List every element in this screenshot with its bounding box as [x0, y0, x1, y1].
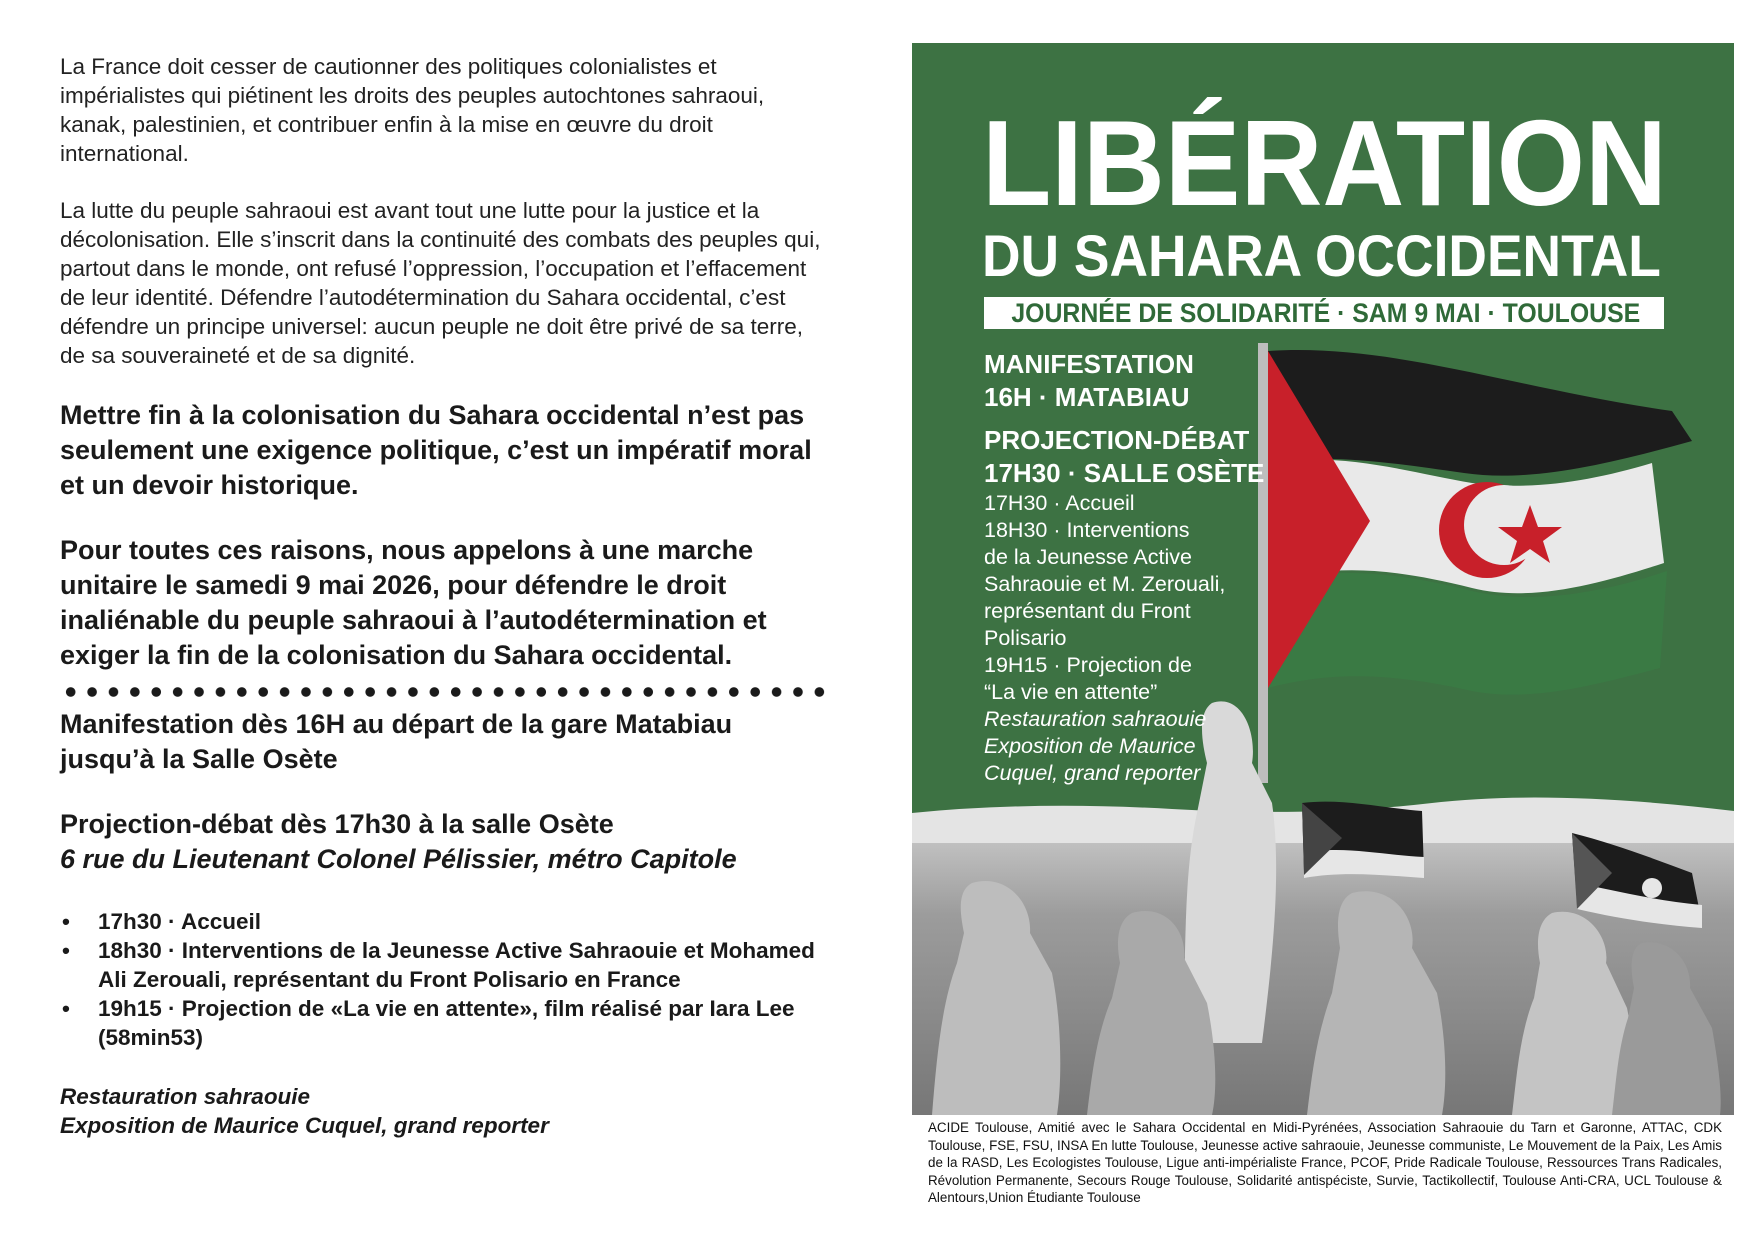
paragraph-france: La France doit cesser de cautionner des politiques colonialistes et impérialistes qui piétinent les droits des peuples autochtones sahraoui, kanak, palestinien, et contribuer enfin à la mise en œuvre du droit international. — [60, 54, 765, 166]
dotted-divider — [60, 685, 830, 699]
poster-line-film: “La vie en attente” — [984, 680, 1158, 704]
manifestation-info: Manifestation dès 16H au départ de la gare Matabiau jusqu’à la Salle Osète — [60, 709, 733, 774]
program-list — [60, 907, 830, 1052]
poster-manif-heading: MANIFESTATION — [984, 349, 1194, 379]
poster-organizers: ACIDE Toulouse, Amitié avec le Sahara Occidental en Midi-Pyrénées, Association Sahraouie du Tarn et Garonne, ATTAC, CDK Toulouse, FSE, FSU, INSA En lutte Toulouse, Jeunesse active sahraouie, Jeunesse communiste, Le Mouvement de la Paix, Les Amis de la RASD, Les Ecologistes Toulouse, Ligue anti-impérialiste France, PCOF, Pride Radicale Toulouse, Ressources Trans Radicales, Révolution Permanente, Secours Rouge Toulouse, Solidarité antispéciste, Survie, Tactikollectif, Toulouse Anti-CRA, UCL Toulouse & Alentours,Union Étudiante Toulouse — [912, 1115, 1734, 1207]
projection-info — [60, 807, 830, 877]
extra-restauration: Restauration sahraouie — [60, 1084, 311, 1109]
poster-manif-time: 16H · MATABIAU — [984, 382, 1190, 412]
projection-title: Projection-débat dès 17h30 à la salle Osète — [60, 809, 614, 839]
poster-line-restauration: Restauration sahraouie — [984, 707, 1207, 731]
poster-title-line1: LIBÉRATION — [982, 95, 1667, 231]
poster-line-exposition: Exposition de Maurice Cuquel, grand reporter — [984, 734, 1201, 785]
poster-line-interventions: 18H30 · Interventions — [984, 518, 1190, 542]
paragraph-struggle: La lutte du peuple sahraoui est avant tout une lutte pour la justice et la décolonisation. Elle s’inscrit dans la continuité des combats des peuples qui, partout dans le monde, ont refusé l’oppression, l’occupation et l’effacement de leur identité. Défendre l’autodétermination du Sahara occidental, c’est défendre un principe universel: aucun peuple ne doit être privé de sa terre, de sa souveraineté et de sa dignité. — [60, 198, 821, 368]
poster-proj-time: 17H30 · SALLE OSÈTE — [984, 458, 1265, 488]
paragraph-call-to-march: Pour toutes ces raisons, nous appelons à une marche unitaire le samedi 9 mai 2026, pour défendre le droit inaliénable du peuple sahraoui à l’autodétermination et exiger la fin de la colonisation du Sahara occidental. — [60, 535, 767, 670]
poster-schedule — [984, 348, 1274, 787]
sahrawi-flag-icon — [1258, 343, 1692, 783]
poster-line-projection: 19H15 · Projection de — [984, 653, 1192, 677]
poster-line-accueil: 17H30 · Accueil — [984, 491, 1135, 515]
extra-exposition: Exposition de Maurice Cuquel, grand reporter — [60, 1113, 549, 1138]
paragraph-end-colonisation: Mettre fin à la colonisation du Sahara occidental n’est pas seulement une exigence politique, c’est un impératif moral et un devoir historique. — [60, 400, 812, 500]
poster-title-line2: DU SAHARA OCCIDENTAL — [982, 224, 1661, 289]
extras — [60, 1082, 830, 1140]
poster-line-interventions-detail: de la Jeunesse Active Sahraouie et M. Zerouali, représentant du Front Polisario — [984, 545, 1226, 650]
event-poster — [912, 43, 1734, 1207]
small-flag-icon — [1302, 802, 1424, 878]
poster-proj-heading: PROJECTION-DÉBAT — [984, 425, 1250, 455]
list-item: • 19h15 · Projection de «La vie en attente», film réalisé par Iara Lee (58min53) — [60, 994, 830, 1052]
list-item: • 18h30 · Interventions de la Jeunesse Active Sahraouie et Mohamed Ali Zerouali, représentant du Front Polisario en France — [60, 936, 830, 994]
text-column — [60, 52, 830, 1140]
small-flag-icon — [1572, 833, 1702, 928]
list-item: • 17h30 · Accueil — [60, 907, 830, 936]
projection-address: 6 rue du Lieutenant Colonel Pélissier, métro Capitole — [60, 844, 737, 874]
poster-banner — [984, 297, 1664, 329]
poster-title — [982, 95, 1682, 289]
poster-banner-text: JOURNÉE DE SOLIDARITÉ · SAM 9 MAI · TOULOUSE — [1011, 298, 1641, 328]
